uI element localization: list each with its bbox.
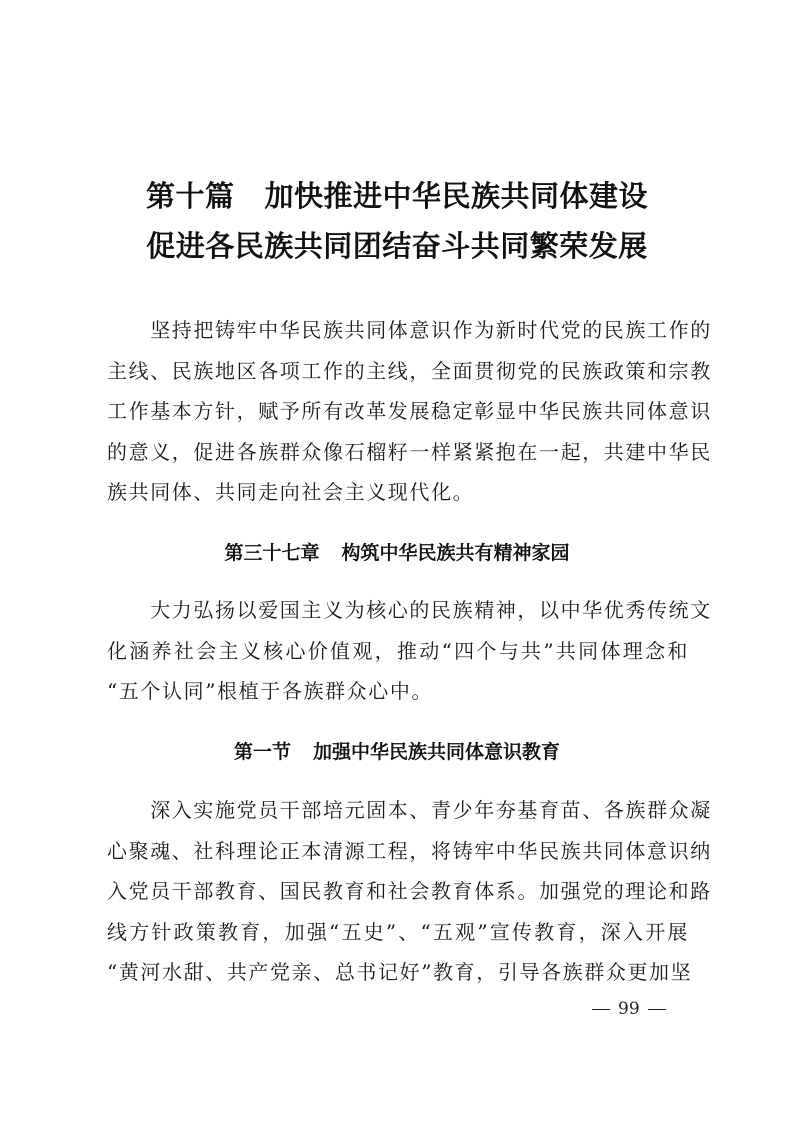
paragraph-line: 化涵养社会主义核心价值观，推动“四个与共”共同体理念和 bbox=[107, 638, 689, 663]
dash-icon bbox=[592, 1009, 610, 1010]
paragraph-line: 大力弘扬以爱国主义为核心的民族精神，以中华优秀传统文 bbox=[107, 598, 712, 622]
paragraph-line: 的意义，促进各族群众像石榴籽一样紧紧抱在一起，共建中华民 bbox=[107, 439, 712, 464]
intro-paragraph bbox=[107, 310, 712, 513]
part-title-line-2: 促进各民族共同团结奋斗共同繁荣发展 bbox=[146, 229, 648, 263]
chapter-label: 第三十七章 bbox=[224, 542, 320, 564]
paragraph-line: 线方针政策教育，加强“五史”、“五观”宣传教育，深入开展 bbox=[107, 919, 689, 944]
dash-icon bbox=[648, 1009, 666, 1010]
paragraph-line: 深入实施党员干部培元固本、青少年夯基育苗、各族群众凝 bbox=[107, 798, 712, 822]
paragraph-line: 入党员干部教育、国民教育和社会教育体系。加强党的理论和路 bbox=[107, 879, 712, 903]
chapter-title bbox=[0, 541, 794, 565]
chapter-paragraph bbox=[107, 590, 712, 712]
paragraph-line: 族共同体、共同走向社会主义现代化。 bbox=[107, 480, 475, 504]
section-label: 第一节 bbox=[233, 741, 291, 763]
section-paragraph bbox=[107, 790, 712, 993]
section-title bbox=[0, 740, 794, 764]
paragraph-line: “五个认同”根植于各族群众心中。 bbox=[107, 679, 434, 703]
paragraph-line: 心聚魂、社科理论正本清源工程，将铸牢中华民族共同体意识纳 bbox=[107, 838, 712, 863]
paragraph-line: 主线、民族地区各项工作的主线，全面贯彻党的民族政策和宗教 bbox=[107, 358, 712, 383]
section-title-text: 加强中华民族共同体意识教育 bbox=[313, 741, 561, 763]
part-title-line-1 bbox=[0, 179, 794, 213]
paragraph-line: “黄河水甜、共产党亲、总书记好”教育，引导各族群众更加坚 bbox=[107, 960, 693, 984]
part-label: 第十篇 bbox=[145, 179, 235, 213]
part-title-text: 加快推进中华民族共同体建设 bbox=[264, 179, 649, 213]
page-number bbox=[584, 998, 674, 1020]
page-number-value: 99 bbox=[618, 999, 640, 1019]
paragraph-line: 坚持把铸牢中华民族共同体意识作为新时代党的民族工作的 bbox=[107, 318, 712, 342]
paragraph-line: 工作基本方针，赋予所有改革发展稳定彰显中华民族共同体意识 bbox=[107, 399, 712, 423]
chapter-title-text: 构筑中华民族共有精神家园 bbox=[341, 542, 570, 564]
